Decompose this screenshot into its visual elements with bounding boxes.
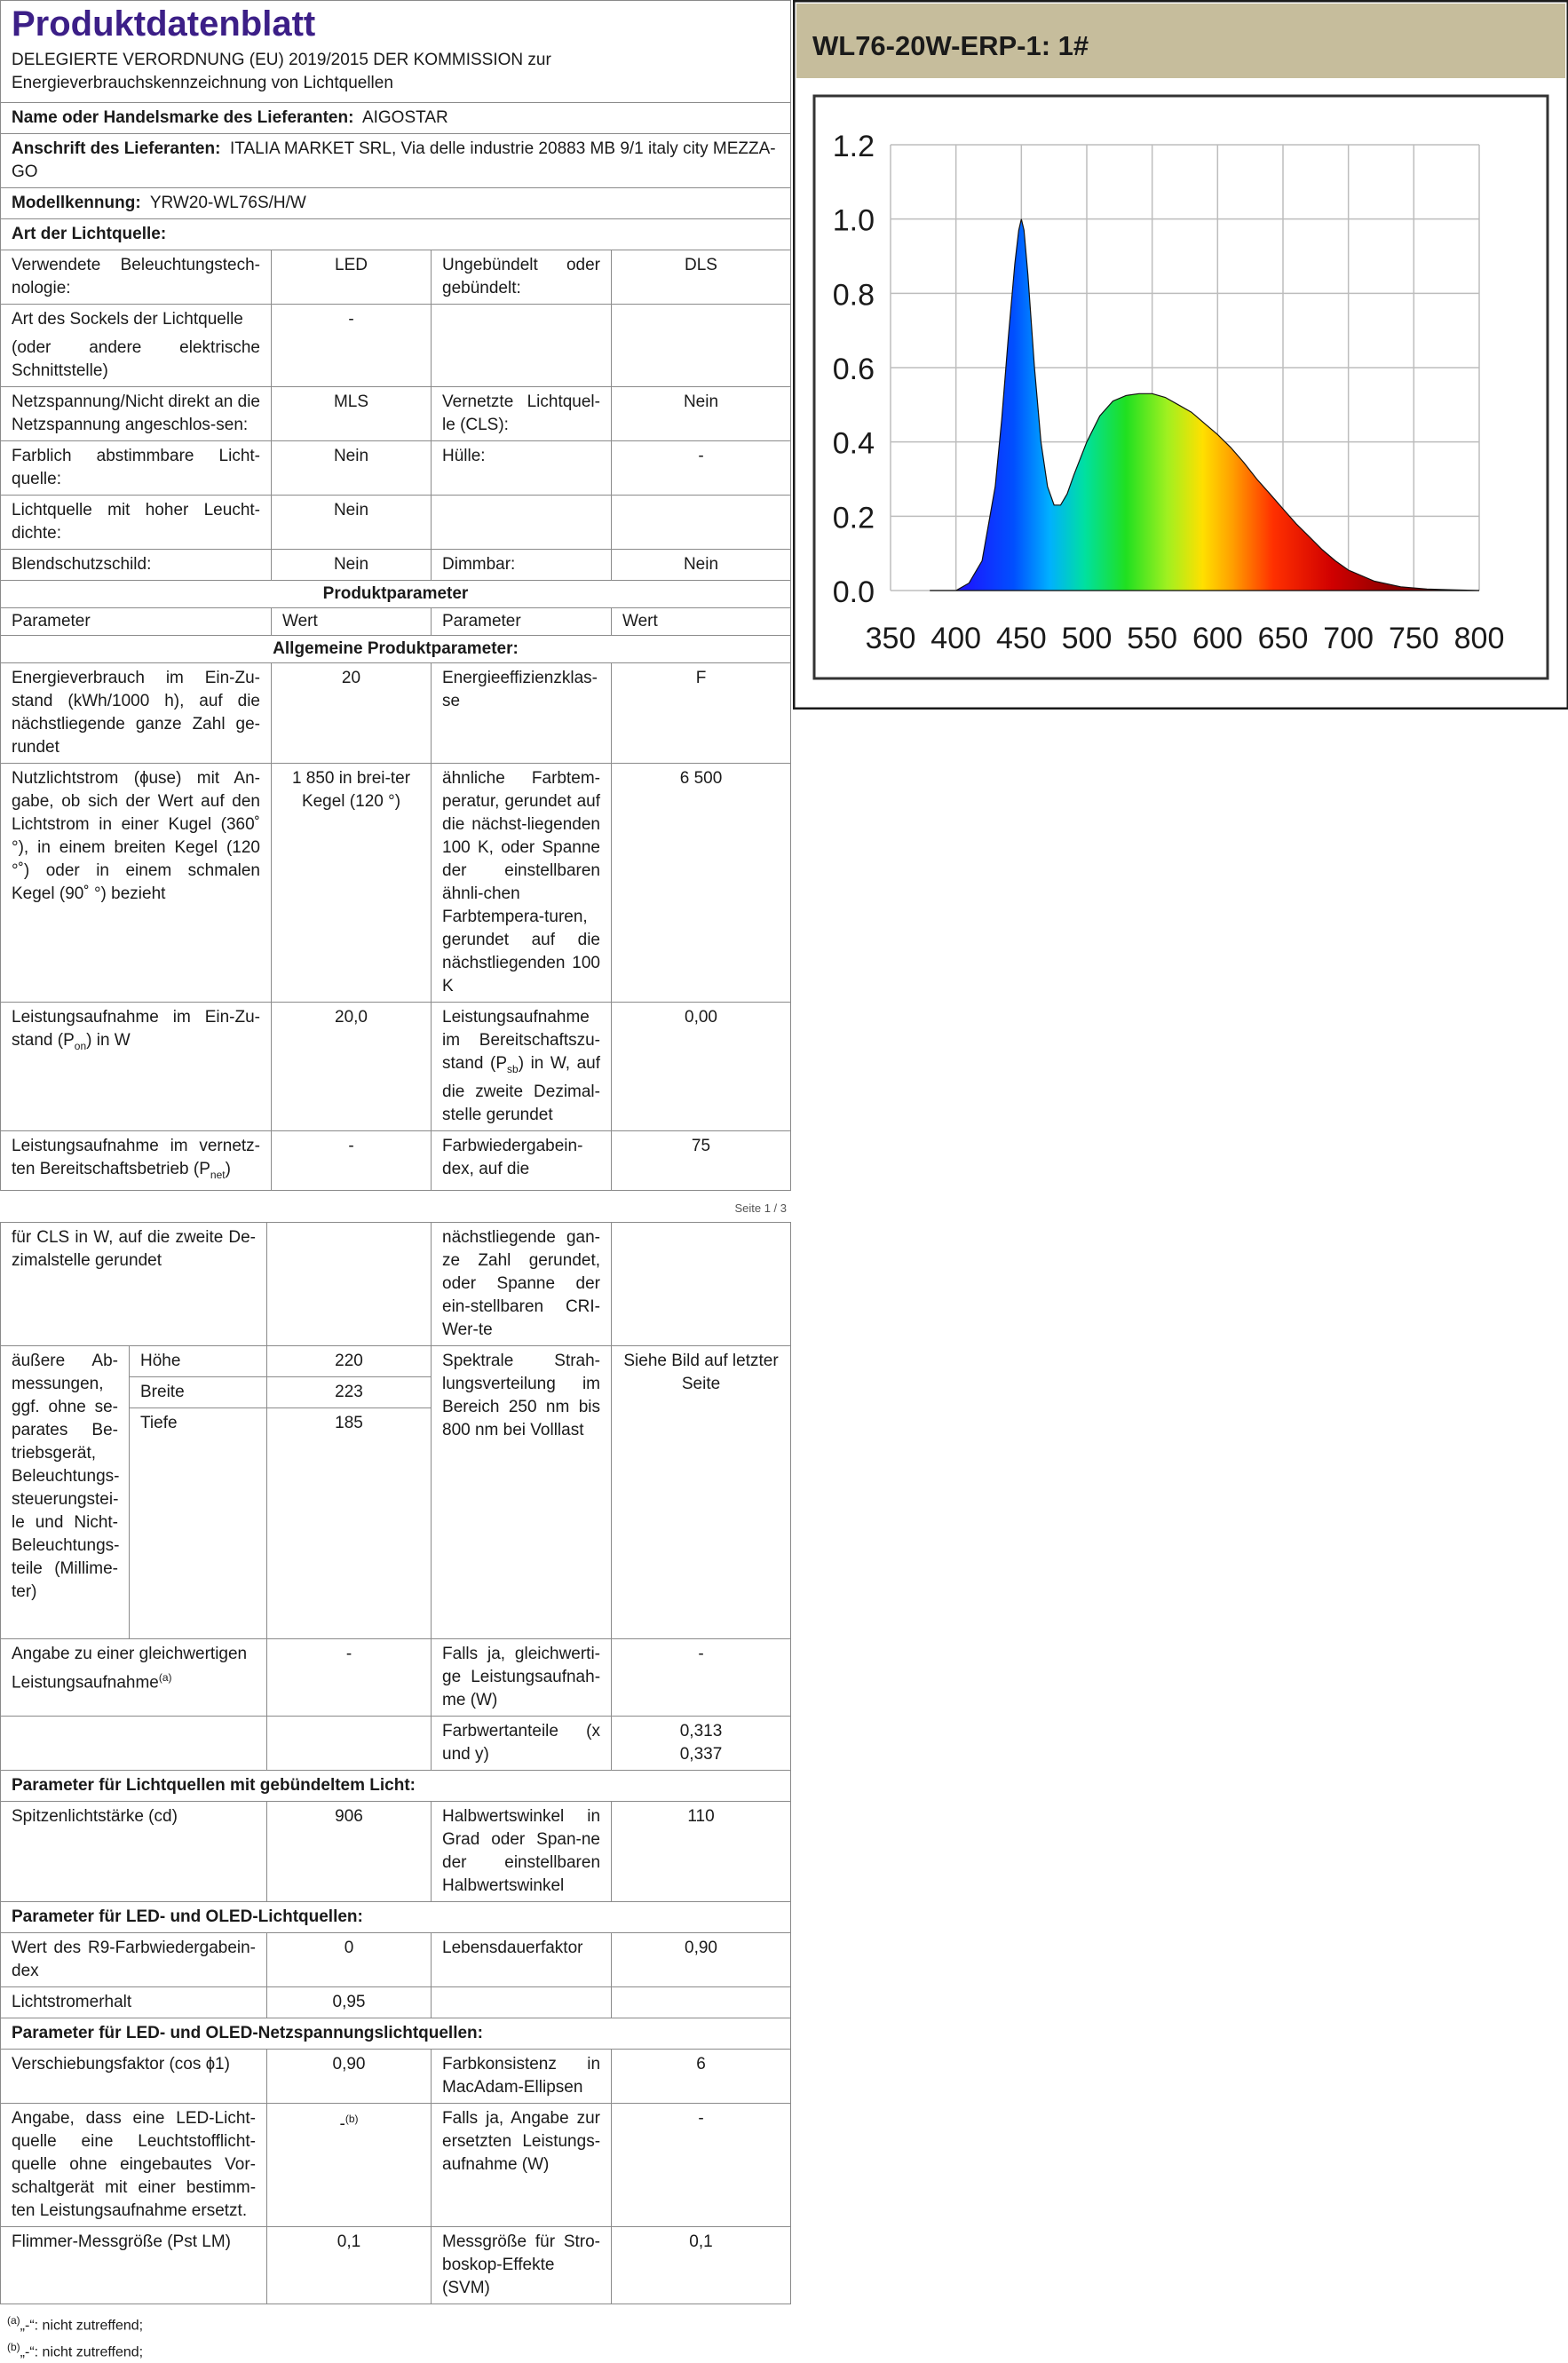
height-label: Höhe bbox=[130, 1345, 267, 1376]
dimensions-label: äußere Ab-messungen, ggf. ohne se-parates Be-triebsgerät, Beleuchtungs-steuerungstei-le und Nicht-Beleuchtungs-teile (Millime-ter) bbox=[1, 1345, 130, 1638]
param-value: - bbox=[612, 441, 791, 496]
param-label: Farbwertanteile (x und y) bbox=[432, 1716, 612, 1770]
source-type-heading: Art der Lichtquelle: bbox=[1, 219, 791, 250]
chart-title: WL76-20W-ERP-1: 1# bbox=[812, 30, 1089, 61]
footnote-mark: (b) bbox=[7, 2340, 20, 2353]
param-label: Dimmbar: bbox=[432, 550, 612, 581]
table-row bbox=[1, 663, 791, 764]
column-header-param: Parameter bbox=[432, 608, 612, 636]
height-value: 220 bbox=[267, 1345, 432, 1376]
supplier-address-value: ITALIA MARKET SRL, Via delle industrie 20883 MB 9/1 italy city MEZZA-GO bbox=[12, 139, 776, 181]
led-heading: Parameter für LED- und OLED-Lichtquellen: bbox=[1, 1901, 791, 1932]
table-row bbox=[1, 1932, 791, 1986]
subscript: sb bbox=[507, 1062, 519, 1075]
param-label: nächstliegende gan-ze Zahl gerundet, oder Spanne der ein-stellbaren CRI-Wer-te bbox=[432, 1222, 612, 1345]
table-row bbox=[1, 441, 791, 496]
page-title: Produktdatenblatt bbox=[12, 4, 316, 44]
model-value: YRW20-WL76S/H/W bbox=[149, 194, 306, 212]
param-label bbox=[432, 1003, 612, 1131]
x-tick-label: 450 bbox=[995, 622, 1047, 655]
param-value: Nein bbox=[612, 550, 791, 581]
param-value: DLS bbox=[612, 250, 791, 305]
mains-heading: Parameter für LED- und OLED-Netzspannungslichtquellen: bbox=[1, 2018, 791, 2049]
param-label: für CLS in W, auf die zweite De-zimalstelle gerundet bbox=[1, 1222, 267, 1345]
empty-cell bbox=[612, 1222, 791, 1345]
product-params-heading: Produktparameter bbox=[1, 581, 791, 608]
param-value: 1 850 in brei-ter Kegel (120 °) bbox=[272, 764, 432, 1003]
param-label: Vernetzte Lichtquel-le (CLS): bbox=[432, 387, 612, 441]
text-part: Leistungsaufnahme im Ein-Zu-stand (P bbox=[12, 1008, 260, 1050]
param-value: 20 bbox=[272, 663, 432, 764]
table-row bbox=[1, 1345, 791, 1376]
text-part: - bbox=[339, 2113, 345, 2133]
param-value: - bbox=[272, 1130, 432, 1190]
table-row bbox=[1, 2049, 791, 2103]
column-header-row bbox=[1, 608, 791, 636]
table-row bbox=[1, 1003, 791, 1131]
param-label bbox=[1, 305, 272, 387]
param-label: Wert des R9-Farbwiedergabein-dex bbox=[1, 1932, 267, 1986]
param-label bbox=[1, 1130, 272, 1190]
regulation-subtitle: DELEGIERTE VERORDNUNG (EU) 2019/2015 DER KOMMISSION zur Energieverbrauchskennzeichnung von Lichtquellen bbox=[12, 51, 551, 92]
param-label: Messgröße für Stro-boskop-Effekte (SVM) bbox=[432, 2226, 612, 2304]
footnote-b bbox=[7, 2336, 783, 2363]
param-label bbox=[1, 1003, 272, 1131]
table-row bbox=[1, 496, 791, 550]
supplier-name-row bbox=[1, 103, 791, 134]
param-value: 110 bbox=[612, 1801, 791, 1901]
supplier-address-row bbox=[1, 134, 791, 188]
param-label: Energieverbrauch im Ein-Zu-stand (kWh/1000 h), auf die nächstliegende ganze Zahl ge-rundet bbox=[1, 663, 272, 764]
width-value: 223 bbox=[267, 1376, 432, 1407]
depth-label: Tiefe bbox=[130, 1407, 267, 1638]
param-value: 0,90 bbox=[612, 1932, 791, 1986]
x-tick-label: 400 bbox=[931, 622, 982, 655]
param-label: Halbwertswinkel in Grad oder Span-ne der einstellbaren Halbwertswinkel bbox=[432, 1801, 612, 1901]
empty-cell bbox=[612, 496, 791, 550]
general-params-heading: Allgemeine Produktparameter: bbox=[1, 636, 791, 663]
footnote-mark: (a) bbox=[7, 2313, 20, 2327]
chroma-y: 0,337 bbox=[679, 1744, 723, 1764]
empty-cell bbox=[432, 1986, 612, 2018]
param-value bbox=[612, 1716, 791, 1770]
y-tick-label: 1.2 bbox=[832, 130, 875, 163]
param-value: F bbox=[612, 663, 791, 764]
column-header-param: Parameter bbox=[1, 608, 272, 636]
param-value: 6 bbox=[612, 2049, 791, 2103]
subscript: on bbox=[74, 1039, 87, 1052]
datasheet-page-2 bbox=[0, 1222, 791, 2304]
x-tick-label: 350 bbox=[865, 622, 916, 655]
param-label: Spektrale Strah-lungsverteilung im Bereich 250 nm bis 800 nm bei Volllast bbox=[432, 1345, 612, 1638]
table-row bbox=[1, 1716, 791, 1770]
subscript: net bbox=[210, 1168, 226, 1181]
spectrum-chart bbox=[793, 0, 1568, 710]
superscript: (b) bbox=[344, 2112, 359, 2125]
param-value: - bbox=[612, 1638, 791, 1716]
supplier-name-label: Name oder Handelsmarke des Lieferanten: bbox=[12, 108, 354, 127]
param-label: Hülle: bbox=[432, 441, 612, 496]
text-part: ) in W bbox=[86, 1031, 131, 1050]
x-tick-label: 750 bbox=[1388, 622, 1439, 655]
header-cell bbox=[1, 1, 791, 103]
footnotes bbox=[0, 2304, 790, 2363]
param-label: Falls ja, gleichwerti-ge Leistungsaufnah-me (W) bbox=[432, 1638, 612, 1716]
column-header-value: Wert bbox=[612, 608, 791, 636]
table-row bbox=[1, 2226, 791, 2304]
empty-cell bbox=[267, 1222, 432, 1345]
param-label: Angabe, dass eine LED-Licht-quelle eine Leuchtstofflicht-quelle ohne eingebautes Vor-schaltgerät mit einer bestimm-ten Leistungsaufnahme ersetzt. bbox=[1, 2103, 267, 2226]
empty-cell bbox=[612, 305, 791, 387]
x-tick-label: 550 bbox=[1127, 622, 1178, 655]
text-part: Leistungsaufnahme im vernetz-ten Bereitschaftsbetrieb (P bbox=[12, 1136, 260, 1178]
text-part: Leistungsaufnahme im Bereitschaftszu-stand (P bbox=[442, 1008, 600, 1073]
footnote-a bbox=[7, 2310, 783, 2336]
chroma-x: 0,313 bbox=[679, 1721, 723, 1741]
x-tick-label: 500 bbox=[1061, 622, 1113, 655]
param-label: Farblich abstimmbare Licht-quelle: bbox=[1, 441, 272, 496]
param-label: Lichtquelle mit hoher Leucht-dichte: bbox=[1, 496, 272, 550]
text-part: Angabe zu einer gleichwertigen Leistungsaufnahme bbox=[12, 1644, 248, 1692]
param-value: Nein bbox=[272, 550, 432, 581]
directional-heading: Parameter für Lichtquellen mit gebündeltem Licht: bbox=[1, 1770, 791, 1801]
footnote-text: „-“: nicht zutreffend; bbox=[20, 2344, 144, 2360]
table-row bbox=[1, 305, 791, 387]
supplier-name-value: AIGOSTAR bbox=[361, 108, 448, 127]
param-label bbox=[1, 1638, 267, 1716]
param-label: Flimmer-Messgröße (Pst LM) bbox=[1, 2226, 267, 2304]
supplier-address-label: Anschrift des Lieferanten: bbox=[12, 139, 221, 158]
empty-cell bbox=[432, 305, 612, 387]
param-value: MLS bbox=[272, 387, 432, 441]
page-number: Seite 1 / 3 bbox=[734, 1201, 787, 1215]
y-tick-label: 0.2 bbox=[832, 501, 875, 535]
width-label: Breite bbox=[130, 1376, 267, 1407]
column-header-value: Wert bbox=[272, 608, 432, 636]
param-label: Ungebündelt oder gebündelt: bbox=[432, 250, 612, 305]
param-label: Energieeffizienzklas-se bbox=[432, 663, 612, 764]
table-row bbox=[1, 1986, 791, 2018]
model-row bbox=[1, 188, 791, 219]
param-label: Blendschutzschild: bbox=[1, 550, 272, 581]
table-row bbox=[1, 1638, 791, 1716]
param-value: 0,00 bbox=[612, 1003, 791, 1131]
param-value: - bbox=[272, 305, 432, 387]
param-value: Nein bbox=[612, 387, 791, 441]
param-value: Siehe Bild auf letzter Seite bbox=[612, 1345, 791, 1638]
param-label: Lebensdauerfaktor bbox=[432, 1932, 612, 1986]
param-label-line: (oder andere elektrische Schnittstelle) bbox=[12, 338, 260, 380]
param-value: 0 bbox=[267, 1932, 432, 1986]
footnote-text: „-“: nicht zutreffend; bbox=[20, 2317, 144, 2333]
param-value: Nein bbox=[272, 496, 432, 550]
param-label: Spitzenlichtstärke (cd) bbox=[1, 1801, 267, 1901]
depth-value: 185 bbox=[267, 1407, 432, 1638]
param-label: Verschiebungsfaktor (cos ɸ1) bbox=[1, 2049, 267, 2103]
table-row bbox=[1, 1222, 791, 1345]
spectrum-figure bbox=[793, 0, 1568, 710]
y-tick-label: 0.4 bbox=[832, 426, 875, 461]
table-row bbox=[1, 2103, 791, 2226]
y-tick-label: 1.0 bbox=[832, 203, 875, 238]
table-row bbox=[1, 387, 791, 441]
x-tick-label: 600 bbox=[1192, 622, 1243, 655]
param-value: Nein bbox=[272, 441, 432, 496]
x-tick-label: 700 bbox=[1323, 622, 1374, 655]
y-tick-label: 0.6 bbox=[832, 353, 875, 386]
param-value: 0,90 bbox=[267, 2049, 432, 2103]
datasheet-page-1 bbox=[0, 0, 791, 1191]
param-label: Farbkonsistenz in MacAdam-Ellipsen bbox=[432, 2049, 612, 2103]
param-label: Lichtstromerhalt bbox=[1, 1986, 267, 2018]
param-value: 6 500 bbox=[612, 764, 791, 1003]
param-label: Falls ja, Angabe zur ersetzten Leistungs-aufnahme (W) bbox=[432, 2103, 612, 2226]
param-label-line: Art des Sockels der Lichtquelle bbox=[12, 310, 243, 329]
text-part: ) bbox=[225, 1159, 231, 1178]
param-label: ähnliche Farbtem-peratur, gerundet auf die nächst-liegenden 100 K, oder Spanne der einstellbaren ähnli-chen Farbtempera-turen, gerundet auf die nächstliegenden 100 K bbox=[432, 764, 612, 1003]
param-value: 906 bbox=[267, 1801, 432, 1901]
table-row bbox=[1, 1801, 791, 1901]
param-label: Nutzlichtstrom (ɸuse) mit An-gabe, ob sich der Wert auf den Lichtstrom in einer Kugel (360˚ °), in einem breiten Kegel (120 °˚) oder in einem schmalen Kegel (90˚ °) bezieht bbox=[1, 764, 272, 1003]
model-label: Modellkennung: bbox=[12, 194, 141, 212]
param-value: 20,0 bbox=[272, 1003, 432, 1131]
param-label: Farbwiedergabein-dex, auf die bbox=[432, 1130, 612, 1190]
param-value: - bbox=[612, 2103, 791, 2226]
table-row bbox=[1, 1130, 791, 1190]
y-tick-label: 0.0 bbox=[832, 575, 875, 609]
param-label: Verwendete Beleuchtungstech-nologie: bbox=[1, 250, 272, 305]
param-label: Netzspannung/Nicht direkt an die Netzspannung angeschlos-sen: bbox=[1, 387, 272, 441]
param-value: 75 bbox=[612, 1130, 791, 1190]
empty-cell bbox=[612, 1986, 791, 2018]
text-part: ) in W, auf die zweite Dezimal-stelle gerundet bbox=[442, 1054, 600, 1124]
superscript: (a) bbox=[158, 1670, 172, 1684]
param-value: 0,1 bbox=[612, 2226, 791, 2304]
table-row bbox=[1, 550, 791, 581]
param-value: - bbox=[267, 1638, 432, 1716]
table-row bbox=[1, 764, 791, 1003]
x-tick-label: 650 bbox=[1257, 622, 1309, 655]
param-value: LED bbox=[272, 250, 432, 305]
param-value bbox=[267, 2103, 432, 2226]
param-value: 0,1 bbox=[267, 2226, 432, 2304]
param-value: 0,95 bbox=[267, 1986, 432, 2018]
empty-cell bbox=[432, 496, 612, 550]
x-tick-label: 800 bbox=[1453, 622, 1505, 655]
y-tick-label: 0.8 bbox=[832, 278, 875, 313]
empty-cell bbox=[267, 1716, 432, 1770]
table-row bbox=[1, 250, 791, 305]
empty-cell bbox=[1, 1716, 267, 1770]
